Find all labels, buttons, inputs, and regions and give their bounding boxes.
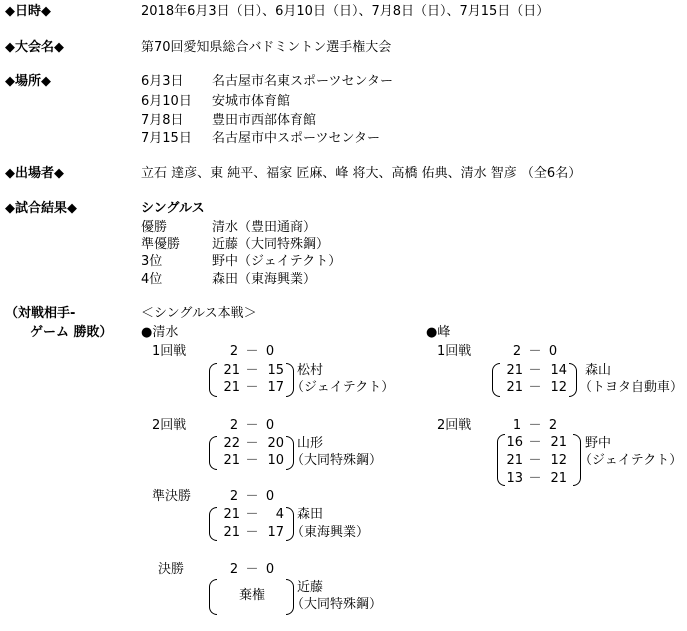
left-player-name: ●清水	[141, 325, 179, 340]
result-rank: 優勝	[141, 220, 168, 235]
result-rank: 3位	[141, 254, 163, 269]
game-score: 21	[223, 507, 240, 522]
score-dash: －	[245, 363, 259, 378]
result-rank: 準優勝	[141, 237, 181, 252]
right-bracket	[569, 363, 577, 397]
opponent-team: （ジェイテクト）	[291, 380, 395, 395]
opponent-name: 野中	[585, 436, 612, 451]
score-dash: －	[245, 436, 259, 451]
right-player-name: ●峰	[426, 325, 451, 340]
match-score-right: 0	[265, 562, 275, 577]
game-score: 4	[275, 507, 284, 522]
result-name: 野中（ジェイテクト）	[212, 254, 342, 269]
match-round: 1回戦	[437, 344, 472, 359]
score-dash: －	[528, 344, 542, 359]
label-opponents-line1: （対戦相手-	[5, 306, 76, 321]
opponent-name: 近藤	[297, 580, 324, 595]
match-score-left: 2	[229, 489, 239, 504]
tournament-name: 第70回愛知県総合バドミントン選手権大会	[141, 40, 392, 55]
score-dash: －	[245, 344, 259, 359]
score-dash: －	[245, 418, 259, 433]
score-dash: －	[528, 380, 542, 395]
score-dash: －	[245, 525, 259, 540]
game-score: 13	[506, 471, 523, 486]
match-score-right: 0	[265, 489, 275, 504]
venue-date: 6月3日	[141, 74, 184, 89]
players-list: 立石 達彦、東 純平、福家 匠麻、峰 将大、高橋 佑典、清水 智彦 （全6名）	[141, 166, 582, 181]
result-name: 森田（東海興業）	[212, 272, 317, 287]
match-score-left: 2	[512, 344, 522, 359]
label-results: ◆試合結果◆	[5, 201, 77, 216]
match-score-right: 0	[265, 344, 275, 359]
score-dash: －	[245, 562, 259, 577]
opponent-team: （トヨタ自動車）	[579, 380, 684, 395]
game-score: 21	[223, 453, 240, 468]
venue-date: 7月8日	[141, 113, 184, 128]
left-bracket	[209, 363, 217, 397]
label-players: ◆出場者◆	[5, 166, 64, 181]
match-score-right: 0	[548, 344, 558, 359]
game-score: 22	[223, 436, 240, 451]
venue-place: 安城市体育館	[212, 94, 291, 109]
opponent-team: （大同特殊鋼）	[291, 453, 383, 468]
result-name: 清水（豊田通商）	[212, 220, 317, 235]
match-score-left: 1	[512, 418, 522, 433]
match-score-right: 0	[265, 418, 275, 433]
left-bracket	[209, 579, 217, 615]
opponent-team: （大同特殊鋼）	[291, 597, 383, 612]
game-score: 21	[223, 363, 240, 378]
game-score: 15	[267, 363, 284, 378]
matches-title: ＜シングルス本戦＞	[141, 306, 257, 321]
match-round: 決勝	[158, 562, 185, 577]
left-bracket	[492, 363, 500, 397]
score-dash: －	[528, 418, 542, 433]
match-score-left: 2	[229, 562, 239, 577]
game-score: 21	[506, 363, 523, 378]
opponent-name: 森山	[585, 363, 612, 378]
match-round: 1回戦	[152, 344, 187, 359]
game-score: 16	[506, 435, 523, 450]
match-score-left: 2	[229, 418, 239, 433]
left-bracket	[209, 507, 217, 541]
game-score: 12	[550, 453, 567, 468]
score-dash: －	[245, 453, 259, 468]
game-score: 21	[223, 525, 240, 540]
match-score-left: 2	[229, 344, 239, 359]
game-score: 21	[550, 471, 567, 486]
venue-place: 名古屋市名東スポーツセンター	[212, 74, 393, 89]
score-dash: －	[245, 507, 259, 522]
game-score: 21	[223, 380, 240, 395]
label-tournament: ◆大会名◆	[5, 40, 64, 55]
score-dash: －	[245, 380, 259, 395]
score-dash: －	[528, 471, 542, 486]
opponent-team: （東海興業）	[291, 525, 370, 540]
score-dash: －	[245, 489, 259, 504]
label-venue: ◆場所◆	[5, 74, 51, 89]
score-dash: －	[528, 363, 542, 378]
game-score: 10	[267, 453, 284, 468]
score-dash: －	[528, 435, 542, 450]
opponent-name: 山形	[297, 436, 324, 451]
date-value: 2018年6月3日（日）、6月10日（日）、7月8日（日）、7月15日（日）	[141, 4, 550, 19]
venue-date: 6月10日	[141, 94, 192, 109]
opponent-team: （ジェイテクト）	[579, 453, 683, 468]
left-bracket	[209, 436, 217, 470]
match-round: 準決勝	[152, 489, 192, 504]
result-name: 近藤（大同特殊鋼）	[212, 237, 330, 252]
results-heading: シングルス	[141, 201, 205, 216]
score-dash: －	[528, 453, 542, 468]
label-date: ◆日時◆	[5, 4, 51, 19]
game-score: 20	[267, 436, 284, 451]
game-score: 12	[550, 380, 567, 395]
game-score: 17	[267, 525, 284, 540]
result-rank: 4位	[141, 272, 163, 287]
match-round: 2回戦	[437, 418, 472, 433]
game-score: 14	[550, 363, 567, 378]
game-score: 17	[267, 380, 284, 395]
match-round: 2回戦	[152, 418, 187, 433]
match-score-right: 2	[548, 418, 558, 433]
game-score: 21	[506, 380, 523, 395]
opponent-name: 森田	[297, 507, 324, 522]
venue-date: 7月15日	[141, 131, 192, 146]
label-opponents-line2: ゲーム 勝敗）	[30, 325, 113, 340]
walkover-label: 棄権	[238, 588, 265, 603]
game-score: 21	[550, 435, 567, 450]
venue-place: 名古屋市中スポーツセンター	[212, 131, 380, 146]
game-score: 21	[506, 453, 523, 468]
opponent-name: 松村	[297, 363, 324, 378]
venue-place: 豊田市西部体育館	[212, 113, 317, 128]
